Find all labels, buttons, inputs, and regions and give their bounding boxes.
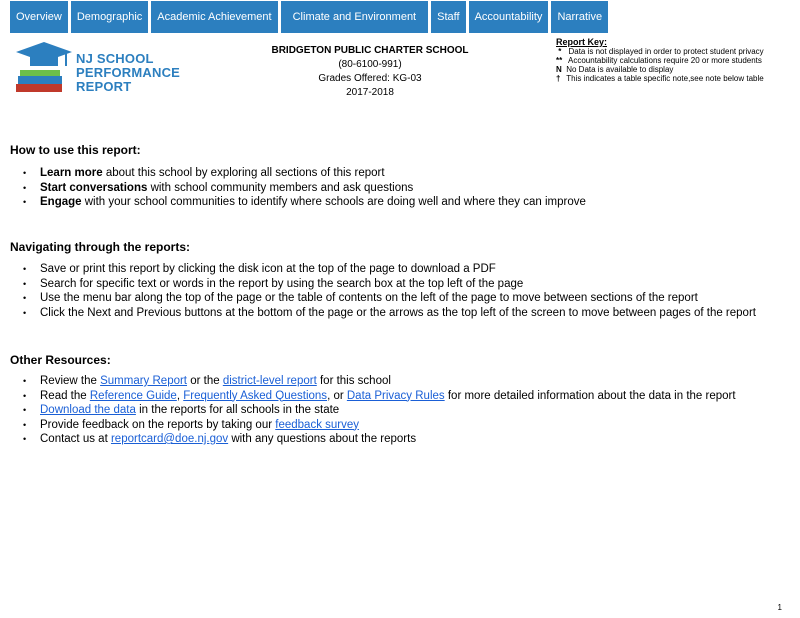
report-key-item: † This indicates a table specific note,see note below table xyxy=(556,74,764,83)
report-key xyxy=(556,38,796,83)
nj-school-performance-logo xyxy=(14,40,184,100)
school-name: BRIDGETON PUBLIC CHARTER SCHOOL xyxy=(271,45,469,56)
list-item: • Read the Reference Guide, Frequently Asked Questions, or Data Privacy Rules for more detailed information about the data in the report xyxy=(10,389,780,404)
navigating-list xyxy=(10,262,780,320)
list-item: • Review the Summary Report or the district-level report for this school xyxy=(10,374,780,389)
district-report-link[interactable]: district-level report xyxy=(222,375,317,387)
school-year: 2017-2018 xyxy=(346,87,394,98)
report-key-item: * Data is not displayed in order to protect student privacy xyxy=(558,47,764,56)
feedback-survey-link[interactable]: feedback survey xyxy=(275,418,360,431)
list-item: • Use the menu bar along the top of the page or the table of contents on the left of the page to move between sections of the report xyxy=(10,291,780,306)
reference-guide-link[interactable]: Reference Guide xyxy=(89,389,177,402)
list-item: • Click the Next and Previous buttons at the bottom of the page or the arrows as the top left of the screen to move between pages of the report xyxy=(10,306,780,321)
list-item: • Search for specific text or words in the report by using the search box at the top left of the page xyxy=(10,277,780,292)
tab-staff[interactable]: Staff xyxy=(431,1,465,33)
logo-line-1: NJ SCHOOL xyxy=(76,51,154,66)
top-navigation xyxy=(10,1,608,33)
tab-overview[interactable]: Overview xyxy=(10,1,68,33)
list-item: • Save or print this report by clicking the disk icon at the top of the page to download a PDF xyxy=(10,262,780,277)
list-item: • Download the data in the reports for all schools in the state xyxy=(10,403,780,418)
graduation-cap-books-icon xyxy=(14,40,74,100)
how-to-list xyxy=(10,166,780,210)
contact-email-link[interactable]: reportcard@doe.nj.gov xyxy=(110,433,229,445)
tab-accountability[interactable]: Accountability xyxy=(469,1,549,33)
download-data-link[interactable]: Download the data xyxy=(40,404,136,416)
list-item: • Start conversations with school community members and ask questions xyxy=(10,181,780,196)
other-resources-title: Other Resources: xyxy=(10,353,111,367)
list-item: • Contact us at reportcard@doe.nj.gov with any questions about the reports xyxy=(10,432,780,447)
logo-line-2: PERFORMANCE xyxy=(76,65,181,80)
data-privacy-link[interactable]: Data Privacy Rules xyxy=(346,389,445,402)
page-number: 1 xyxy=(777,603,782,612)
resources-list xyxy=(10,374,780,447)
logo-line-3: REPORT xyxy=(76,79,132,94)
summary-report-link[interactable]: Summary Report xyxy=(100,375,188,387)
grades-offered: Grades Offered: KG-03 xyxy=(318,73,422,84)
tab-academic-achievement[interactable]: Academic Achievement xyxy=(151,1,277,33)
navigating-title: Navigating through the reports: xyxy=(10,240,190,254)
faq-link[interactable]: Frequently Asked Questions xyxy=(183,389,328,402)
report-key-item: ** Accountability calculations require 20 or more students xyxy=(556,56,762,65)
tab-climate-environment[interactable]: Climate and Environment xyxy=(281,1,429,33)
list-item: • Provide feedback on the reports by taking our feedback survey xyxy=(10,418,780,433)
school-header xyxy=(250,44,490,100)
school-code: (80-6100-991) xyxy=(338,59,402,70)
tab-narrative[interactable]: Narrative xyxy=(551,1,608,33)
report-key-title: Report Key: xyxy=(556,37,608,47)
report-key-item: N No Data is available to display xyxy=(556,65,674,74)
how-to-title: How to use this report: xyxy=(10,143,141,157)
list-item: • Learn more about this school by exploring all sections of this report xyxy=(10,166,780,181)
list-item: • Engage with your school communities to identify where schools are doing well and where they can improve xyxy=(10,195,780,210)
tab-demographic[interactable]: Demographic xyxy=(71,1,148,33)
